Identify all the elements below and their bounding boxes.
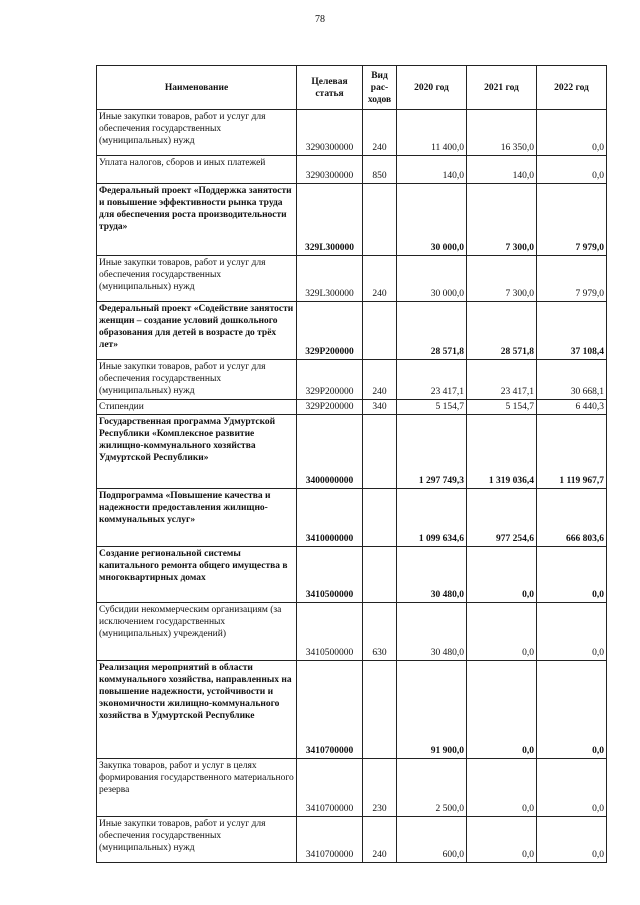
row-value-2021: 16 350,0 bbox=[467, 110, 537, 156]
row-expense-type: 240 bbox=[363, 256, 397, 302]
table-row bbox=[97, 415, 607, 489]
row-target-code: 3410700000 bbox=[297, 759, 363, 817]
row-target-code: 3410000000 bbox=[297, 489, 363, 547]
row-target-code: 329P200000 bbox=[297, 360, 363, 400]
table-row bbox=[97, 547, 607, 603]
table-row bbox=[97, 603, 607, 661]
row-value-2020: 1 099 634,6 bbox=[397, 489, 467, 547]
row-target-code: 3290300000 bbox=[297, 156, 363, 184]
row-value-2022: 7 979,0 bbox=[537, 256, 607, 302]
header-2021: 2021 год bbox=[467, 66, 537, 110]
row-value-2021: 28 571,8 bbox=[467, 302, 537, 360]
row-name: Создание региональной системы капитального ремонта общего имущества в многоквартирных домах bbox=[97, 547, 297, 603]
row-expense-type bbox=[363, 547, 397, 603]
row-value-2022: 0,0 bbox=[537, 661, 607, 759]
row-expense-type: 630 bbox=[363, 603, 397, 661]
row-value-2020: 5 154,7 bbox=[397, 400, 467, 415]
row-name: Стипендии bbox=[97, 400, 297, 415]
row-value-2022: 0,0 bbox=[537, 547, 607, 603]
table-body bbox=[97, 110, 607, 863]
row-expense-type bbox=[363, 302, 397, 360]
header-name: Наименование bbox=[97, 66, 297, 110]
row-value-2020: 30 480,0 bbox=[397, 603, 467, 661]
row-value-2021: 7 300,0 bbox=[467, 184, 537, 256]
row-value-2021: 0,0 bbox=[467, 661, 537, 759]
row-name: Закупка товаров, работ и услуг в целях формирования государственного материального резерва bbox=[97, 759, 297, 817]
table-row bbox=[97, 184, 607, 256]
row-value-2021: 23 417,1 bbox=[467, 360, 537, 400]
row-target-code: 3410500000 bbox=[297, 603, 363, 661]
row-value-2022: 0,0 bbox=[537, 817, 607, 863]
row-value-2022: 7 979,0 bbox=[537, 184, 607, 256]
row-expense-type: 240 bbox=[363, 360, 397, 400]
row-target-code: 329P200000 bbox=[297, 400, 363, 415]
row-value-2022: 666 803,6 bbox=[537, 489, 607, 547]
header-2020: 2020 год bbox=[397, 66, 467, 110]
row-value-2021: 7 300,0 bbox=[467, 256, 537, 302]
row-value-2020: 91 900,0 bbox=[397, 661, 467, 759]
row-value-2020: 30 000,0 bbox=[397, 256, 467, 302]
row-value-2021: 0,0 bbox=[467, 817, 537, 863]
row-target-code: 329L300000 bbox=[297, 256, 363, 302]
row-expense-type: 230 bbox=[363, 759, 397, 817]
row-value-2020: 140,0 bbox=[397, 156, 467, 184]
table-row bbox=[97, 759, 607, 817]
row-expense-type: 240 bbox=[363, 110, 397, 156]
row-name: Федеральный проект «Поддержка занятости и повышение эффективности рынка труда для обеспечения роста производительности труда» bbox=[97, 184, 297, 256]
row-value-2020: 11 400,0 bbox=[397, 110, 467, 156]
row-value-2021: 0,0 bbox=[467, 547, 537, 603]
row-target-code: 3410500000 bbox=[297, 547, 363, 603]
row-name: Государственная программа Удмуртской Республики «Комплексное развитие жилищно-коммунального хозяйства Удмуртской Республики» bbox=[97, 415, 297, 489]
header-type: Вид рас-ходов bbox=[363, 66, 397, 110]
row-target-code: 329P200000 bbox=[297, 302, 363, 360]
row-target-code: 3400000000 bbox=[297, 415, 363, 489]
row-target-code: 3410700000 bbox=[297, 817, 363, 863]
row-name: Субсидии некоммерческим организациям (за исключением государственных (муниципальных) учреждений) bbox=[97, 603, 297, 661]
table-row bbox=[97, 817, 607, 863]
table-row bbox=[97, 156, 607, 184]
row-value-2020: 30 480,0 bbox=[397, 547, 467, 603]
row-value-2022: 6 440,3 bbox=[537, 400, 607, 415]
row-name: Подпрограмма «Повышение качества и надежности предоставления жилищно-коммунальных услуг» bbox=[97, 489, 297, 547]
row-value-2022: 0,0 bbox=[537, 156, 607, 184]
table-row bbox=[97, 400, 607, 415]
table-row bbox=[97, 489, 607, 547]
row-target-code: 3290300000 bbox=[297, 110, 363, 156]
page-number: 78 bbox=[315, 14, 325, 25]
row-expense-type: 240 bbox=[363, 817, 397, 863]
table-row bbox=[97, 110, 607, 156]
row-name: Федеральный проект «Содействие занятости женщин – создание условий дошкольного образования для детей в возрасте до трёх лет» bbox=[97, 302, 297, 360]
row-value-2021: 140,0 bbox=[467, 156, 537, 184]
row-value-2020: 30 000,0 bbox=[397, 184, 467, 256]
row-value-2020: 23 417,1 bbox=[397, 360, 467, 400]
row-expense-type: 340 bbox=[363, 400, 397, 415]
row-value-2020: 600,0 bbox=[397, 817, 467, 863]
row-value-2022: 37 108,4 bbox=[537, 302, 607, 360]
row-expense-type bbox=[363, 661, 397, 759]
row-expense-type: 850 bbox=[363, 156, 397, 184]
row-name: Иные закупки товаров, работ и услуг для обеспечения государственных (муниципальных) нужд bbox=[97, 360, 297, 400]
row-target-code: 3410700000 bbox=[297, 661, 363, 759]
row-value-2020: 2 500,0 bbox=[397, 759, 467, 817]
row-name: Иные закупки товаров, работ и услуг для обеспечения государственных (муниципальных) нужд bbox=[97, 256, 297, 302]
row-expense-type bbox=[363, 184, 397, 256]
row-expense-type bbox=[363, 415, 397, 489]
row-value-2021: 0,0 bbox=[467, 603, 537, 661]
row-value-2021: 5 154,7 bbox=[467, 400, 537, 415]
table-header-row bbox=[97, 66, 607, 110]
row-value-2022: 0,0 bbox=[537, 603, 607, 661]
row-value-2021: 0,0 bbox=[467, 759, 537, 817]
row-name: Иные закупки товаров, работ и услуг для обеспечения государственных (муниципальных) нужд bbox=[97, 817, 297, 863]
row-value-2022: 0,0 bbox=[537, 759, 607, 817]
budget-table bbox=[96, 65, 607, 863]
row-value-2021: 977 254,6 bbox=[467, 489, 537, 547]
header-target: Целевая статья bbox=[297, 66, 363, 110]
row-expense-type bbox=[363, 489, 397, 547]
table-row bbox=[97, 256, 607, 302]
table-row bbox=[97, 661, 607, 759]
row-name: Иные закупки товаров, работ и услуг для обеспечения государственных (муниципальных) нужд bbox=[97, 110, 297, 156]
table-row bbox=[97, 360, 607, 400]
header-2022: 2022 год bbox=[537, 66, 607, 110]
row-value-2022: 0,0 bbox=[537, 110, 607, 156]
row-value-2020: 1 297 749,3 bbox=[397, 415, 467, 489]
row-target-code: 329L300000 bbox=[297, 184, 363, 256]
row-value-2020: 28 571,8 bbox=[397, 302, 467, 360]
table-row bbox=[97, 302, 607, 360]
row-name: Уплата налогов, сборов и иных платежей bbox=[97, 156, 297, 184]
row-value-2022: 30 668,1 bbox=[537, 360, 607, 400]
row-value-2021: 1 319 036,4 bbox=[467, 415, 537, 489]
row-value-2022: 1 119 967,7 bbox=[537, 415, 607, 489]
row-name: Реализация мероприятий в области коммунального хозяйства, направленных на повышение надежности, устойчивости и экономичности жилищно-коммунального хозяйства в Удмуртской Республике bbox=[97, 661, 297, 759]
